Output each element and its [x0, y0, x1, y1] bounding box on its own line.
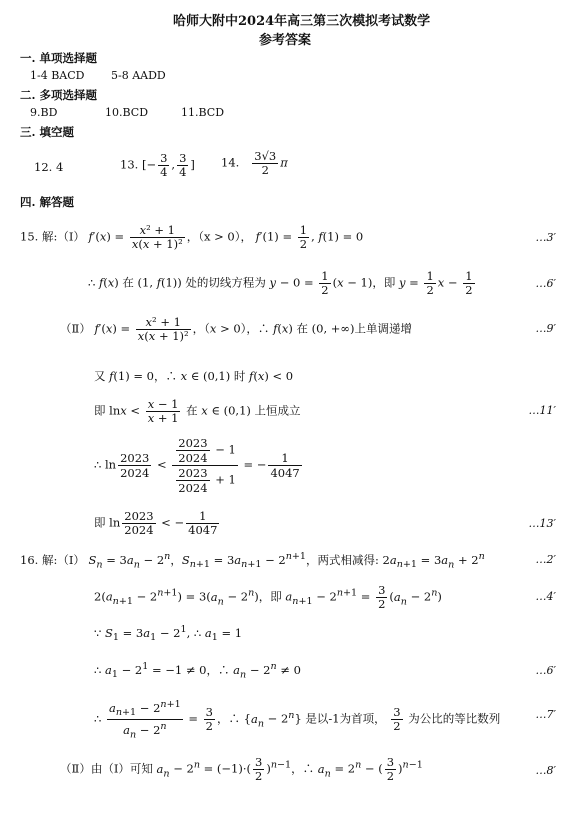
score-q15-13: …13′ [528, 517, 556, 530]
answer-13-label: 13. [120, 157, 139, 172]
score-q16-2: …2′ [535, 553, 556, 566]
q15-text-also: 又 [94, 369, 106, 383]
section-heading-single-choice: 一. 单项选择题 [20, 51, 98, 65]
answer-13: 13. [− $\frac{3}{4}$ , $\frac{3}{4}$ ] [120, 151, 195, 179]
q15-monotonic: 上单调递增 [354, 321, 412, 336]
answer-10: 10.BCD [105, 106, 149, 119]
q15-line-7: 即 ln $\frac{2023}{2024}$ < − $\frac{1}{4047}$ [94, 509, 218, 537]
q16-text-first-term: 是以-1为首项， [305, 711, 386, 726]
answer-11: 11.BCD [181, 106, 225, 119]
q15-label: 15. 解:（Ⅰ） [20, 229, 85, 244]
q15-domain: ，（x > 0）， [186, 229, 252, 244]
q16-part2-label: （Ⅱ）由（Ⅰ）可知 [60, 761, 153, 776]
q15-line-6: ∴ ln $\frac{2023}{2024}$ < $\frac{2023}{2024}$ − 1 $\frac{2023}{2024}$ + 1 = − $\frac{1}{4047}$ [94, 436, 300, 495]
q16-line-3: ∵ $S_1 = 3a_1 - 2^1$, ∴ $a_1 = 1$ [94, 624, 243, 644]
q15-text-holds: 上恒成立 [254, 403, 301, 418]
q15-line-1: 15. 解:（Ⅰ） f′(x) = $\frac{\text{x² + 1}}{\text{x(x + 1)²}}$ ，（x > 0）， f′(1) = $\frac{1}{2}$ , f(1) = 0 [20, 223, 364, 251]
q16-line-5: ∴ $\frac{a_{n+1} - 2^{n+1}}{a_n - 2^n}$ = $\frac{3}{2}$ ，∴ $\{a_n - 2^n\}$ 是以-1为首项， $\frac{3}{2}$ 为公比的等比数列 [94, 699, 501, 741]
score-q16-8: …8′ [535, 764, 556, 777]
answer-14-label: 14. [221, 155, 240, 170]
q16-text-ie: ，即 [258, 589, 282, 604]
q15-text-ie-3: 即 [94, 515, 106, 530]
score-q15-3: …3′ [535, 231, 556, 244]
score-q16-6: …6′ [535, 664, 556, 677]
q16-text-ratio: 为公比的等比数列 [408, 711, 501, 726]
q15-text-at: 在 [122, 275, 134, 290]
q16-line-4: ∴ $a_1 - 2^1 = -1 \ne 0$，∴ $a_n - 2^n \ne 0$ [94, 661, 301, 681]
answers-1-4: 1-4 BACD [30, 69, 85, 82]
q15-line-5: 即 lnx < $\frac{x - 1}{x + 1}$ 在 x ∈ (0,1) 上恒成立 [94, 397, 301, 425]
q15-line-4: 又 f(1) = 0，∴ x ∈ (0,1) 时 f(x) < 0 [94, 369, 294, 383]
section-heading-fill-blank: 三. 填空题 [20, 125, 75, 139]
q16-line-1: 16. 解:（Ⅰ） $S_n = 3a_n - 2^n$，$S_{n+1} = 3a_{n+1} - 2^{n+1}$，两式相减得: $2a_{n+1} = 3a_n + 2^n$ [20, 551, 485, 571]
q15-text-tangent: 处的切线方程为 [185, 275, 266, 290]
q16-text-subtract: 两式相减得: [317, 552, 379, 567]
score-q16-4: …4′ [535, 590, 556, 603]
q15-part2-label: （Ⅱ） [60, 321, 91, 336]
document-subtitle: 参考答案 [259, 33, 312, 48]
q15-text-ie-2: 即 [94, 403, 106, 418]
q15-line-2: ∴ f(x) 在 (1, f(1)) 处的切线方程为 y − 0 = $\frac{1}{2}$ (x − 1)，即 y = $\frac{1}{2}$ x − $\frac{1}{2}$ [88, 269, 473, 297]
q15-text-ie: ，即 [372, 275, 396, 290]
answer-14: 14. $\frac{3√3}{2}$ π [221, 149, 288, 177]
q16-line-6: （Ⅱ）由（Ⅰ）可知 $a_n - 2^n = (-1)\cdot$( $\frac{3}{2}$ )$^{n-1}$，∴ $a_n = 2^n$ − ( $\frac{3}{2}$ )$^{n-1}$ [60, 755, 423, 783]
document-title: 哈师大附中2024年高三第三次模拟考试数学 [173, 14, 431, 29]
q16-line-2: $2(a_{n+1} - 2^{n+1}) = 3(a_n - 2^n)$，即 $a_{n+1} - 2^{n+1}$ = $\frac{3}{2}$ $(a_n - 2^n)$ [94, 583, 442, 611]
score-q15-11: …11′ [528, 404, 556, 417]
score-q16-7: …7′ [535, 708, 556, 721]
answer-12: 12. 4 [34, 160, 64, 174]
q16-label: 16. 解:（Ⅰ） [20, 552, 85, 567]
score-q15-9: …9′ [535, 322, 556, 335]
section-heading-multiple-choice: 二. 多项选择题 [20, 88, 98, 102]
q15-line-3: （Ⅱ） f′(x) = $\frac{\text{x² + 1}}{\text{x(x + 1)²}}$ ，（x > 0），∴ f(x) 在 (0, +∞)上单调递增 [60, 315, 412, 343]
score-q15-6: …6′ [535, 277, 556, 290]
answer-9: 9.BD [30, 106, 58, 119]
section-heading-solutions: 四. 解答题 [20, 195, 75, 209]
answers-5-8: 5-8 AADD [111, 69, 166, 82]
